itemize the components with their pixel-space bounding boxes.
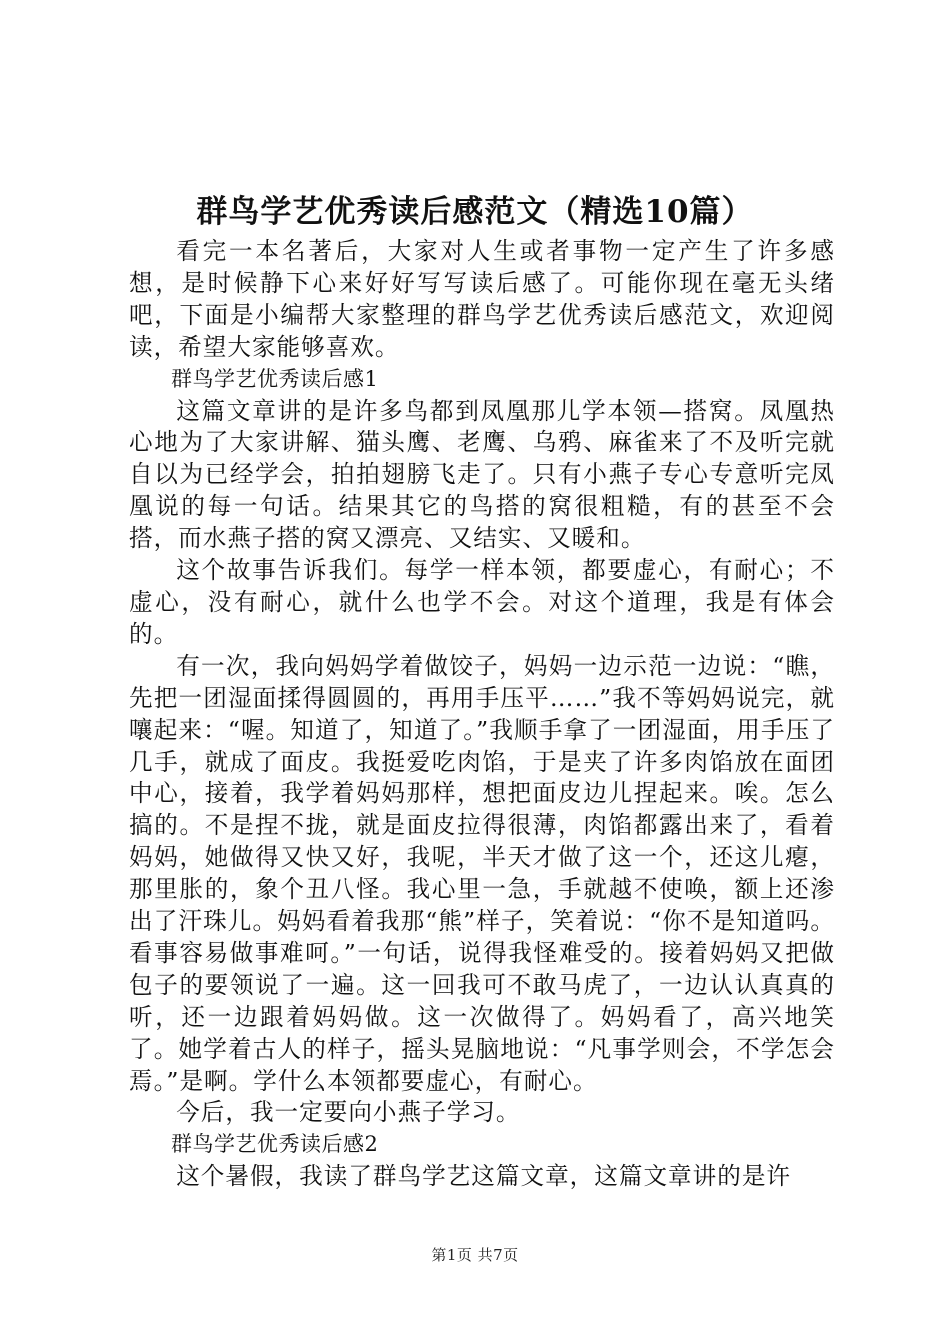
section-heading-1: 群鸟学艺优秀读后感1 [171,366,379,391]
body-paragraph: 这篇文章讲的是许多鸟都到凤凰那儿学本领—搭窝。凤凰热心地为了大家讲解、猫头鹰、老鹰、乌鸦、麻雀来了不及听完就自以为已经学会，拍拍翅膀飞走了。只有小燕子专心专意听完凤凰说的每一句话。结果其它的鸟搭的窝很粗糙，有的甚至不会搭，而水燕子搭的窝又漂亮、又结实、又暖和。 [129,396,835,553]
body-paragraph: 今后，我一定要向小燕子学习。 [176,1098,521,1127]
document-body [129,236,835,1193]
page-number-footer: 第1页 共7页 [431,1246,519,1264]
document-title: 群鸟学艺优秀读后感范文（精选10篇） [196,194,754,230]
section-heading-2: 群鸟学艺优秀读后感2 [171,1132,379,1157]
body-paragraph: 有一次，我向妈妈学着做饺子，妈妈一边示范一边说：“瞧，先把一团湿面揉得圆圆的，再用手压平……”我不等妈妈说完，就嚷起来：“喔。知道了，知道了。”我顺手拿了一团湿面，用手压了几手，就成了面皮。我挺爱吃肉馅，于是夹了许多肉馅放在面团中心，接着，我学着妈妈那样，想把面皮边儿捏起来。唉。怎么搞的。不是捏不拢，就是面皮拉得很薄，肉馅都露出来了，看着妈妈，她做得又快又好，我呢，半天才做了这一个，还这儿瘪，那里胀的，象个丑八怪。我心里一急，手就越不使唤，额上还渗出了汗珠儿。妈妈看着我那“熊”样子，笑着说：“你不是知道吗。看事容易做事难呵。”一句话，说得我怪难受的。接着妈妈又把做包子的要领说了一遍。这一回我可不敢马虎了，一边认认真真的听，还一边跟着妈妈做。这一次做得了。妈妈看了，高兴地笑了。她学着古人的样子，摇头晃脑地说：“凡事学则会，不学怎会焉。”是啊。学什么本领都要虚心，有耐心。 [129,651,835,1095]
body-paragraph: 这个故事告诉我们。每学一样本领，都要虚心，有耐心；不虚心，没有耐心，就什么也学不会。对这个道理，我是有体会的。 [129,556,835,648]
intro-paragraph: 看完一本名著后，大家对人生或者事物一定产生了许多感想，是时候静下心来好好写写读后感了。可能你现在毫无头绪吧，下面是小编帮大家整理的群鸟学艺优秀读后感范文，欢迎阅读，希望大家能够喜欢。 [129,237,835,361]
body-paragraph: 这个暑假，我读了群鸟学艺这篇文章，这篇文章讲的是许 [176,1162,792,1191]
